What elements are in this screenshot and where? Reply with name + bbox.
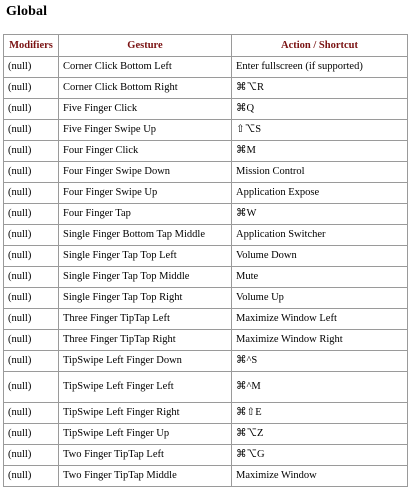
modifiers-cell: (null)	[4, 78, 59, 99]
action-shortcut-cell: Volume Up	[232, 288, 408, 309]
gesture-cell: Single Finger Tap Top Left	[59, 246, 232, 267]
header-modifiers: Modifiers	[4, 35, 59, 57]
gesture-cell: Five Finger Click	[59, 99, 232, 120]
action-shortcut-cell: Maximize Window	[232, 466, 408, 487]
gesture-table	[3, 34, 408, 487]
action-shortcut-cell: ⇧⌥S	[232, 120, 408, 141]
table-row	[4, 183, 408, 204]
header-gesture: Gesture	[59, 35, 232, 57]
table-row	[4, 57, 408, 78]
action-shortcut-cell: ⌘^M	[232, 372, 408, 403]
gesture-cell: Two Finger TipTap Left	[59, 445, 232, 466]
gesture-cell: Three Finger TipTap Right	[59, 330, 232, 351]
section-title: Global	[6, 4, 48, 19]
gesture-cell: Single Finger Tap Top Middle	[59, 267, 232, 288]
action-shortcut-cell: Enter fullscreen (if supported)	[232, 57, 408, 78]
gesture-cell: TipSwipe Left Finger Down	[59, 351, 232, 372]
table-row	[4, 403, 408, 424]
gesture-cell: Three Finger TipTap Left	[59, 309, 232, 330]
table-row	[4, 267, 408, 288]
action-shortcut-cell: Application Switcher	[232, 225, 408, 246]
action-shortcut-cell: ⌘⌥Z	[232, 424, 408, 445]
action-shortcut-cell: Maximize Window Right	[232, 330, 408, 351]
table-row	[4, 288, 408, 309]
modifiers-cell: (null)	[4, 183, 59, 204]
table-row	[4, 246, 408, 267]
action-shortcut-cell: ⌘W	[232, 204, 408, 225]
modifiers-cell: (null)	[4, 424, 59, 445]
table-row	[4, 351, 408, 372]
gesture-cell: TipSwipe Left Finger Up	[59, 424, 232, 445]
gesture-cell: Four Finger Tap	[59, 204, 232, 225]
table-row	[4, 162, 408, 183]
gesture-cell: Five Finger Swipe Up	[59, 120, 232, 141]
gesture-cell: Single Finger Bottom Tap Middle	[59, 225, 232, 246]
modifiers-cell: (null)	[4, 204, 59, 225]
modifiers-cell: (null)	[4, 120, 59, 141]
table-row	[4, 78, 408, 99]
action-shortcut-cell: Maximize Window Left	[232, 309, 408, 330]
table-row	[4, 120, 408, 141]
modifiers-cell: (null)	[4, 57, 59, 78]
modifiers-cell: (null)	[4, 445, 59, 466]
modifiers-cell: (null)	[4, 267, 59, 288]
modifiers-cell: (null)	[4, 309, 59, 330]
action-shortcut-cell: ⌘⌥R	[232, 78, 408, 99]
gesture-cell: Single Finger Tap Top Right	[59, 288, 232, 309]
action-shortcut-cell: Mute	[232, 267, 408, 288]
action-shortcut-cell: ⌘⌥G	[232, 445, 408, 466]
action-shortcut-cell: Mission Control	[232, 162, 408, 183]
table-header-row	[4, 35, 408, 57]
modifiers-cell: (null)	[4, 141, 59, 162]
table-row	[4, 204, 408, 225]
modifiers-cell: (null)	[4, 403, 59, 424]
action-shortcut-cell: ⌘Q	[232, 99, 408, 120]
table-row	[4, 445, 408, 466]
gesture-cell: Corner Click Bottom Right	[59, 78, 232, 99]
modifiers-cell: (null)	[4, 351, 59, 372]
gesture-cell: Two Finger TipTap Middle	[59, 466, 232, 487]
action-shortcut-cell: Application Expose	[232, 183, 408, 204]
table-row	[4, 141, 408, 162]
table-row	[4, 99, 408, 120]
gesture-cell: Four Finger Click	[59, 141, 232, 162]
action-shortcut-cell: ⌘⇧E	[232, 403, 408, 424]
table-row	[4, 466, 408, 487]
gesture-cell: Four Finger Swipe Down	[59, 162, 232, 183]
action-shortcut-cell: Volume Down	[232, 246, 408, 267]
table-row	[4, 330, 408, 351]
modifiers-cell: (null)	[4, 330, 59, 351]
table-row	[4, 309, 408, 330]
table-row	[4, 372, 408, 403]
table-row	[4, 424, 408, 445]
table-row	[4, 225, 408, 246]
modifiers-cell: (null)	[4, 246, 59, 267]
modifiers-cell: (null)	[4, 466, 59, 487]
modifiers-cell: (null)	[4, 372, 59, 403]
header-action-shortcut: Action / Shortcut	[232, 35, 408, 57]
gesture-cell: TipSwipe Left Finger Right	[59, 403, 232, 424]
modifiers-cell: (null)	[4, 162, 59, 183]
action-shortcut-cell: ⌘^S	[232, 351, 408, 372]
modifiers-cell: (null)	[4, 225, 59, 246]
gesture-cell: TipSwipe Left Finger Left	[59, 372, 232, 403]
modifiers-cell: (null)	[4, 99, 59, 120]
gesture-cell: Corner Click Bottom Left	[59, 57, 232, 78]
gesture-cell: Four Finger Swipe Up	[59, 183, 232, 204]
modifiers-cell: (null)	[4, 288, 59, 309]
action-shortcut-cell: ⌘M	[232, 141, 408, 162]
